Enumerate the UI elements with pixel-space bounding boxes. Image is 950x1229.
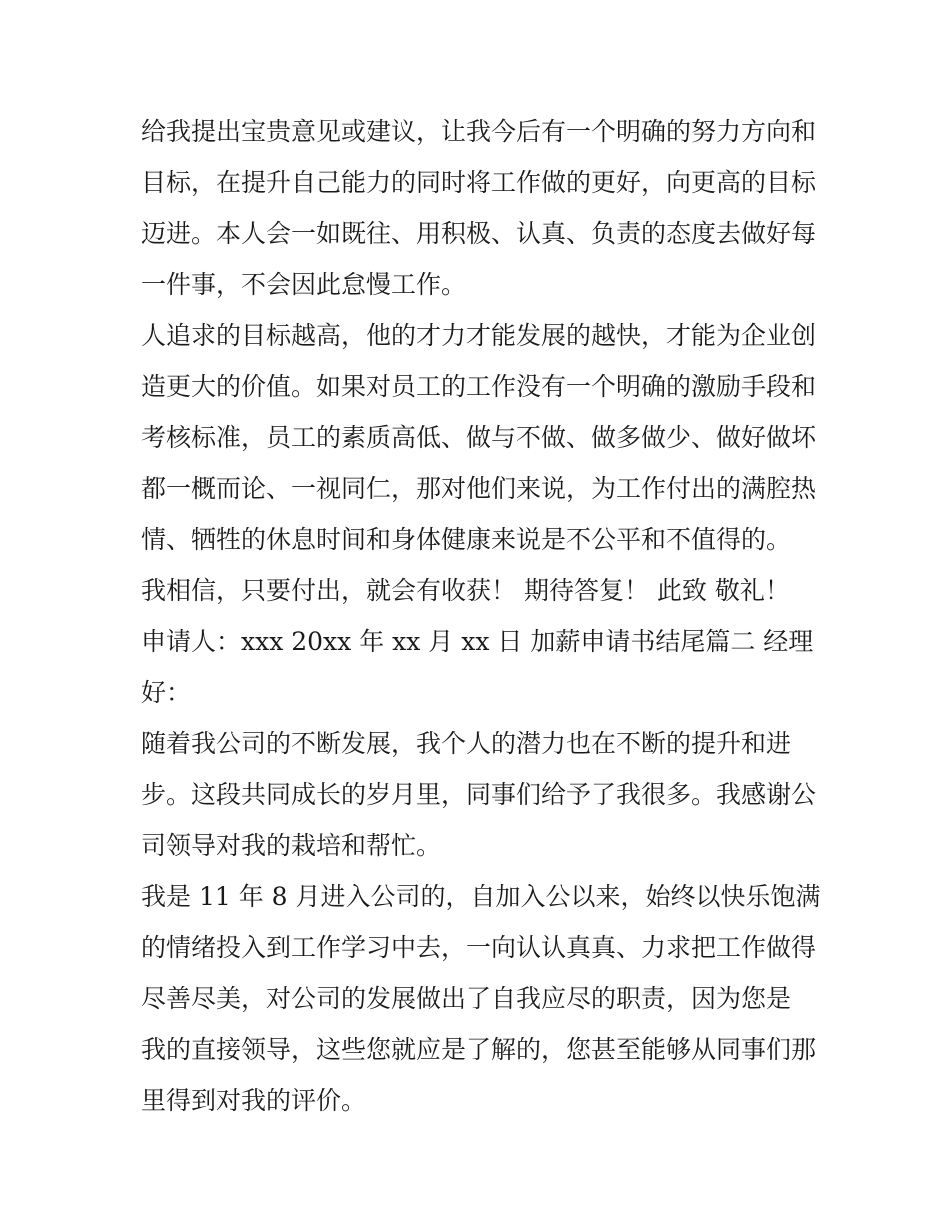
text-line: 给我提出宝贵意见或建议，让我今后有一个明确的努力方向和 bbox=[141, 117, 817, 146]
text-line: 尽善尽美，对公司的发展做出了自我应尽的职责，因为您是 bbox=[141, 984, 792, 1013]
text-line: 步。这段共同成长的岁月里，同事们给予了我很多。我感谢公 bbox=[141, 780, 817, 809]
text-line: 考核标准，员工的素质高低、做与不做、做多做少、做好做坏 bbox=[141, 423, 817, 452]
text-line: 我相信，只要付出，就会有收获！ 期待答复！ 此致 敬礼！ bbox=[141, 576, 790, 605]
text-line: 的情绪投入到工作学习中去，一向认认真真、力求把工作做得 bbox=[141, 933, 817, 962]
text-line: 我是 11 年 8 月进入公司的，自加入公以来，始终以快乐饱满 bbox=[141, 882, 821, 911]
document-body bbox=[141, 106, 821, 1126]
text-line: 我的直接领导，这些您就应是了解的，您甚至能够从同事们那 bbox=[141, 1035, 817, 1064]
text-line: 申请人：xxx 20xx 年 xx 月 xx 日 加薪申请书结尾篇二 经理 bbox=[141, 627, 814, 656]
text-line: 造更大的价值。如果对员工的工作没有一个明确的激励手段和 bbox=[141, 372, 817, 401]
text-line: 司领导对我的栽培和帮忙。 bbox=[141, 831, 442, 860]
text-line: 都一概而论、一视同仁，那对他们来说，为工作付出的满腔热 bbox=[141, 474, 817, 503]
text-line: 随着我公司的不断发展，我个人的潜力也在不断的提升和进 bbox=[141, 729, 792, 758]
text-line: 好： bbox=[141, 678, 192, 707]
text-line: 迈进。本人会一如既往、用积极、认真、负责的态度去做好每 bbox=[141, 219, 817, 248]
text-line: 里得到对我的评价。 bbox=[141, 1086, 367, 1115]
text-line: 人追求的目标越高，他的才力才能发展的越快，才能为企业创 bbox=[141, 321, 817, 350]
text-line: 情、牺牲的休息时间和身体健康来说是不公平和不值得的。 bbox=[141, 525, 792, 554]
text-line: 一件事，不会因此怠慢工作。 bbox=[141, 270, 467, 299]
text-line: 目标，在提升自己能力的同时将工作做的更好，向更高的目标 bbox=[141, 168, 817, 197]
